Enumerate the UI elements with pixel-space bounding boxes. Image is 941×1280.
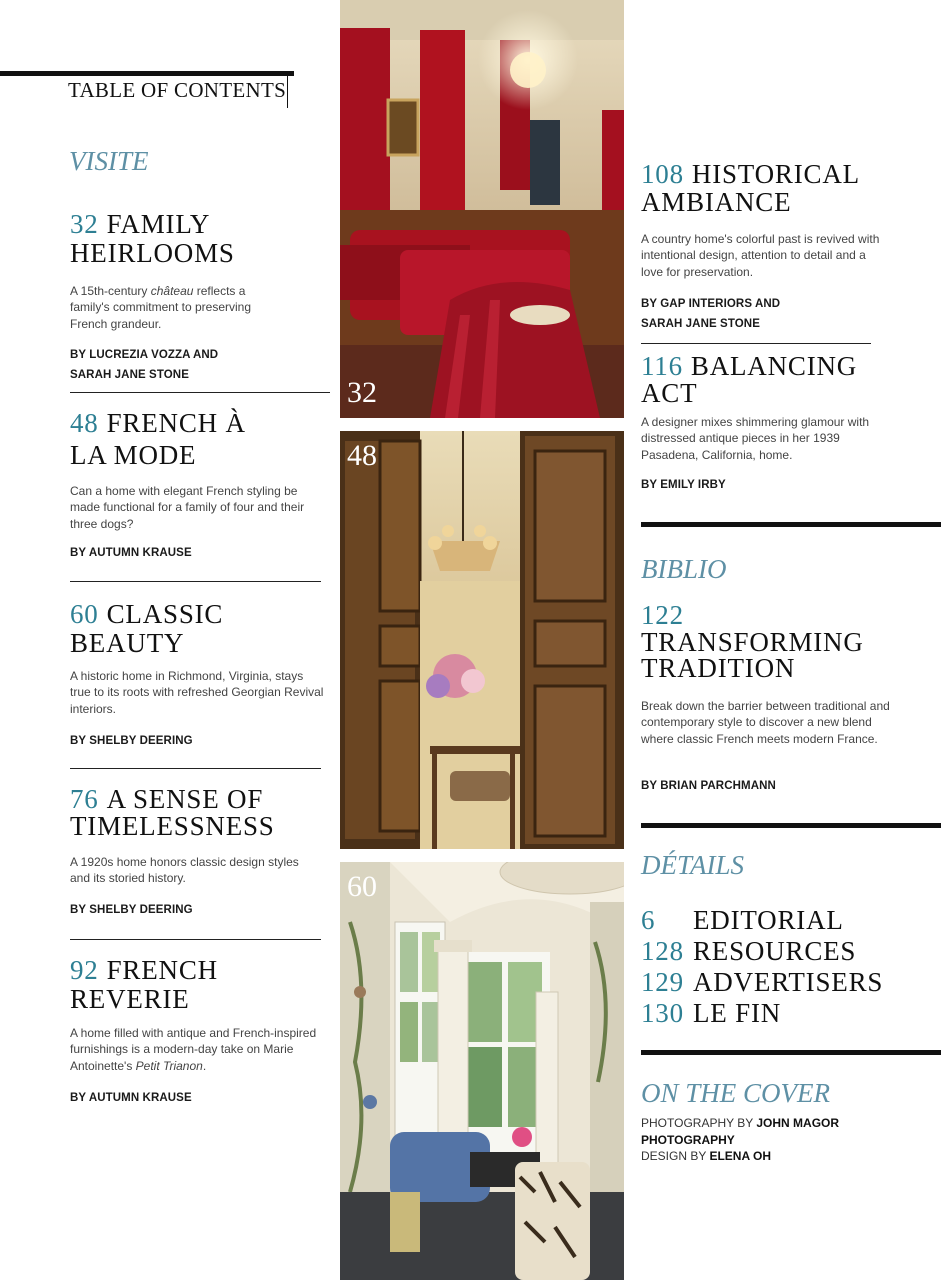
divider (641, 343, 871, 344)
story-dek-92: A home filled with antique and French-inspired furnishings is a modern-day take on Marie Antoinette's Petit Trianon. (70, 1026, 317, 1073)
story-number: 32 (70, 209, 99, 239)
story-byline-108: BY GAP INTERIORS AND SARAH JANE STONE (641, 298, 781, 330)
divider (70, 581, 321, 582)
story-title-116[interactable] (641, 353, 931, 407)
story-number: 122 (641, 600, 684, 630)
story-title-line: FRENCH À (106, 408, 246, 438)
details-number: 130 (641, 998, 684, 1028)
page-title: TABLE OF CONTENTS (68, 78, 287, 102)
section-label-biblio: BIBLIO (641, 554, 727, 584)
story-number: 92 (70, 955, 99, 985)
photo-number: 32 (347, 376, 377, 409)
photo-columned-room-image (340, 862, 624, 1280)
cover-credits: PHOTOGRAPHY BY JOHN MAGOR PHOTOGRAPHY DESIGN BY ELENA OH (641, 1115, 881, 1165)
header-rule (0, 71, 294, 76)
divider (70, 768, 321, 769)
divider-thick (641, 823, 941, 828)
details-label: LE FIN (693, 998, 782, 1028)
story-byline-76: BY SHELBY DEERING (70, 904, 193, 916)
details-label: RESOURCES (693, 936, 857, 966)
details-number: 128 (641, 936, 684, 966)
details-number: 129 (641, 967, 684, 997)
story-title-32[interactable] (70, 210, 330, 268)
story-title-line: TIMELESSNESS (70, 811, 275, 841)
story-number: 108 (641, 159, 684, 189)
story-dek-108: A country home's colorful past is revived with intentional design, attention to detail and a love for preservation. (641, 232, 880, 279)
story-byline-60: BY SHELBY DEERING (70, 735, 193, 747)
story-dek-48: Can a home with elegant French styling be made functional for a family of four and their three dogs? (70, 484, 305, 531)
story-title-60[interactable] (70, 600, 330, 658)
details-label: EDITORIAL (693, 905, 844, 935)
story-dek-32: A 15th-century château reflects a family's commitment to preserving French grandeur. (70, 284, 252, 331)
story-title-108[interactable] (641, 160, 931, 216)
story-dek-76: A 1920s home honors classic design styles and its storied history. (70, 855, 299, 886)
details-list (641, 905, 883, 1029)
divider-thick (641, 1050, 941, 1055)
story-byline-122: BY BRIAN PARCHMANN (641, 780, 776, 792)
divider-thick (641, 522, 941, 527)
story-title-line: LA MODE (70, 440, 197, 470)
story-number: 76 (70, 784, 99, 814)
section-label-details: DÉTAILS (641, 850, 745, 880)
divider (70, 392, 330, 393)
photo-carved-doors[interactable] (340, 431, 624, 849)
photo-number: 60 (347, 870, 377, 903)
photo-red-salon-image (340, 0, 624, 418)
section-label-visite: VISITE (69, 146, 149, 176)
story-byline-32: BY LUCREZIA VOZZA AND SARAH JANE STONE (70, 349, 219, 381)
details-item-resources[interactable] (641, 936, 883, 967)
photo-red-salon[interactable] (340, 0, 624, 418)
section-label-cover: ON THE COVER (641, 1078, 830, 1108)
story-title-line: TRADITION (641, 653, 796, 683)
photo-number: 48 (347, 439, 377, 472)
photo-carved-doors-image (340, 431, 624, 849)
story-title-122[interactable] (641, 602, 931, 682)
details-item-le-fin[interactable] (641, 998, 883, 1029)
story-title-76[interactable] (70, 786, 330, 840)
story-number: 60 (70, 599, 99, 629)
story-title-line: REVERIE (70, 984, 190, 1014)
details-item-editorial[interactable] (641, 905, 883, 936)
story-title-line: ACT (641, 378, 698, 408)
story-title-48[interactable] (70, 407, 330, 471)
details-label: ADVERTISERS (693, 967, 884, 997)
design-credit: DESIGN BY ELENA OH (641, 1149, 772, 1163)
story-title-line: TRANSFORMING (641, 626, 864, 657)
story-title-line: FRENCH (106, 955, 218, 985)
story-byline-92: BY AUTUMN KRAUSE (70, 1092, 192, 1104)
photo-credit: PHOTOGRAPHY BY JOHN MAGOR (641, 1116, 840, 1130)
story-number: 48 (70, 408, 99, 438)
divider (70, 939, 321, 940)
story-title-line: FAMILY (106, 209, 211, 239)
story-byline-116: BY EMILY IRBY (641, 479, 726, 491)
story-title-line: HEIRLOOMS (70, 238, 235, 268)
story-title-line: A SENSE OF (106, 784, 264, 814)
story-dek-116: A designer mixes shimmering glamour with distressed antique pieces in her 1939 Pasadena, California, home. (641, 415, 870, 462)
story-title-92[interactable] (70, 956, 330, 1014)
header-tick (287, 76, 288, 108)
details-number: 6 (641, 905, 656, 935)
story-title-line: AMBIANCE (641, 187, 792, 217)
story-dek-60: A historic home in Richmond, Virginia, stays true to its roots with refreshed Georgian Revival interiors. (70, 669, 324, 716)
story-title-line: CLASSIC (106, 599, 224, 629)
details-item-advertisers[interactable] (641, 967, 883, 998)
story-byline-48: BY AUTUMN KRAUSE (70, 547, 192, 559)
story-title-line: BALANCING (690, 351, 858, 381)
story-title-line: HISTORICAL (691, 159, 860, 189)
story-title-line: BEAUTY (70, 628, 185, 658)
story-number: 116 (641, 351, 683, 381)
photo-columned-room[interactable] (340, 862, 624, 1280)
story-dek-122: Break down the barrier between traditional and contemporary style to discover a new blend where classic French meets modern France. (641, 699, 890, 746)
